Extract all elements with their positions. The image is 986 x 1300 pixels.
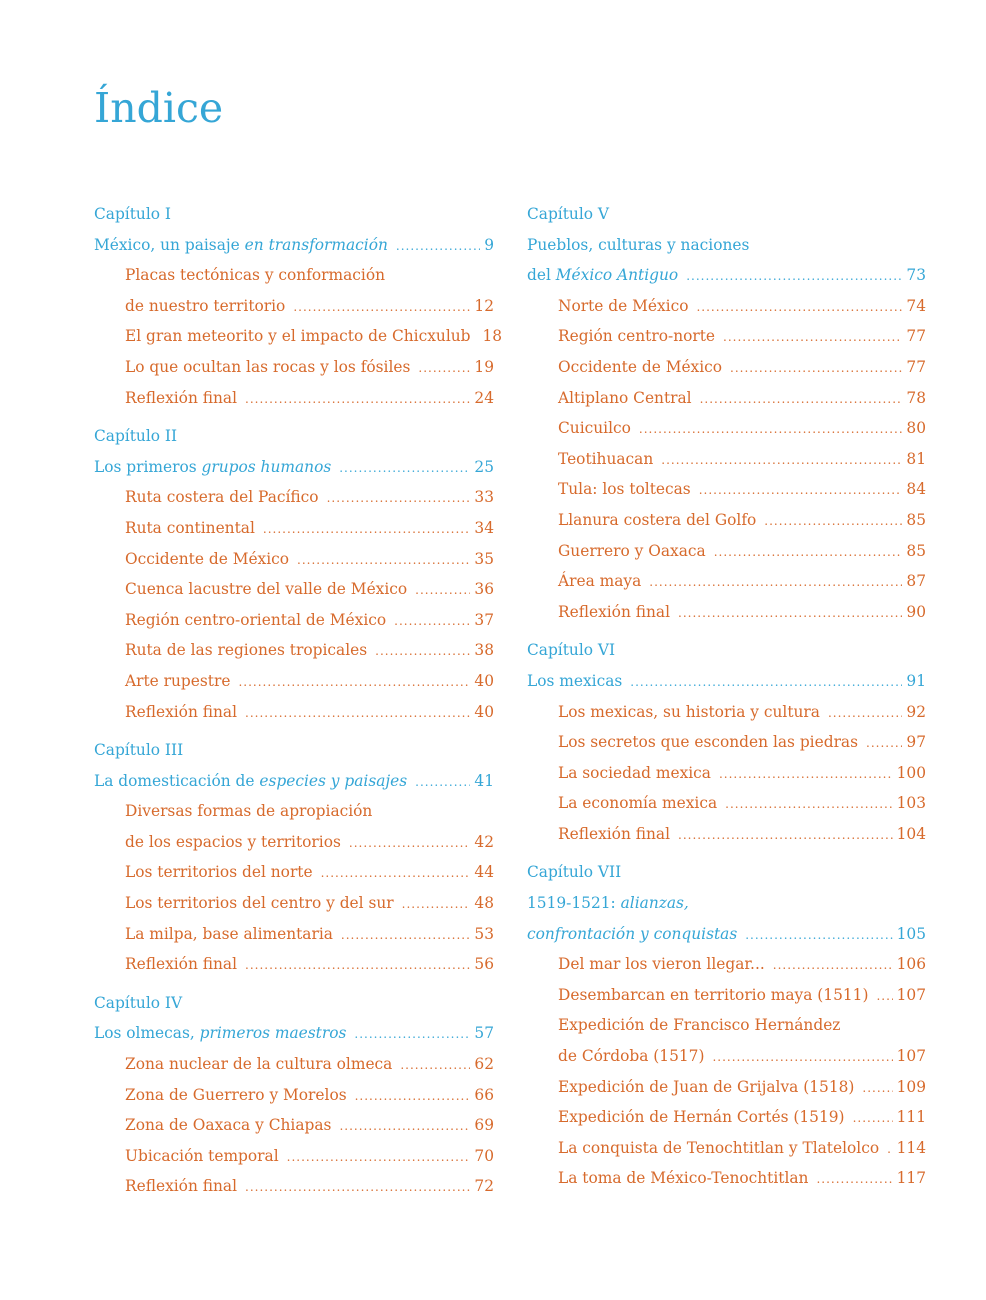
page-number: 62 bbox=[474, 1055, 494, 1074]
entry-text-plain: El gran meteorito y el impacto de Chicxulub bbox=[125, 327, 471, 346]
entry-text-plain: Occidente de México bbox=[558, 357, 723, 376]
toc-entry[interactable] bbox=[94, 260, 494, 291]
toc-entry[interactable] bbox=[527, 505, 926, 536]
page-number: 19 bbox=[474, 357, 494, 376]
chapter-heading bbox=[527, 857, 926, 888]
page-number: 74 bbox=[906, 296, 926, 315]
entry-text bbox=[558, 566, 641, 597]
page-number: 9 bbox=[484, 235, 494, 254]
chapter-title-entry[interactable] bbox=[527, 919, 926, 950]
entry-text-plain: Los mexicas, su historia y cultura bbox=[558, 702, 820, 721]
toc-entry[interactable] bbox=[94, 796, 494, 827]
toc-entry[interactable] bbox=[527, 352, 926, 383]
entry-text bbox=[558, 819, 670, 850]
page-number: 91 bbox=[906, 671, 926, 690]
entry-text-plain: Región centro-norte bbox=[558, 327, 716, 346]
page-number: 18 bbox=[482, 327, 503, 346]
entry-text-plain: Reflexión final bbox=[125, 702, 238, 721]
entry-text bbox=[527, 666, 622, 697]
entry-text bbox=[125, 574, 407, 605]
entry-text-plain: Tula: los toltecas bbox=[558, 480, 691, 499]
page-number: 40 bbox=[474, 671, 494, 690]
entry-text-italic: en transformación bbox=[244, 235, 388, 254]
page-number: 85 bbox=[906, 541, 926, 560]
entry-text-plain: Del mar los vieron llegar... bbox=[558, 955, 765, 974]
chapter-heading bbox=[527, 635, 926, 666]
dot-leader bbox=[661, 445, 902, 476]
chapter-title-entry[interactable] bbox=[94, 1018, 494, 1049]
entry-text-plain: Reflexión final bbox=[125, 1177, 238, 1196]
page-number: 77 bbox=[906, 327, 926, 346]
toc-entry[interactable] bbox=[527, 1072, 926, 1103]
toc-entry[interactable] bbox=[94, 666, 494, 697]
entry-text-plain: Placas tectónicas y conformación bbox=[125, 266, 386, 285]
entry-text bbox=[125, 635, 367, 666]
page-number: 107 bbox=[896, 985, 926, 1004]
entry-text-plain: Región centro-oriental de México bbox=[125, 610, 387, 629]
dot-leader bbox=[293, 292, 470, 323]
chapter-title-entry[interactable] bbox=[527, 230, 926, 261]
entry-text bbox=[125, 1171, 237, 1202]
entry-text-plain: La domesticación de bbox=[94, 771, 260, 790]
entry-text bbox=[125, 888, 394, 919]
entry-text bbox=[558, 1072, 854, 1103]
entry-text-plain: Los primeros bbox=[94, 457, 202, 476]
entry-text-plain: 1519-1521: bbox=[527, 894, 621, 913]
entry-text bbox=[125, 919, 333, 950]
chapter-heading bbox=[527, 199, 926, 230]
page-number: 56 bbox=[474, 955, 494, 974]
entry-text-plain: Zona de Guerrero y Morelos bbox=[125, 1085, 347, 1104]
dot-leader bbox=[297, 545, 470, 576]
dot-leader bbox=[696, 292, 902, 323]
entry-text bbox=[558, 474, 691, 505]
entry-text bbox=[558, 697, 820, 728]
entry-text bbox=[125, 949, 237, 980]
page-number: 107 bbox=[896, 1047, 926, 1066]
entry-text-plain: Zona de Oaxaca y Chiapas bbox=[125, 1116, 332, 1135]
toc-entry[interactable] bbox=[527, 291, 926, 322]
dot-leader bbox=[700, 384, 903, 415]
dot-leader bbox=[287, 1142, 471, 1173]
entry-text-plain: México, un paisaje bbox=[94, 235, 245, 254]
entry-text bbox=[125, 605, 386, 636]
dot-leader bbox=[678, 598, 902, 629]
entry-text bbox=[558, 413, 631, 444]
entry-text bbox=[558, 788, 717, 819]
page-number: 111 bbox=[896, 1108, 926, 1127]
page-number: 103 bbox=[896, 794, 926, 813]
dot-leader bbox=[764, 506, 902, 537]
chapter-heading bbox=[94, 421, 494, 452]
toc-entry[interactable] bbox=[527, 727, 926, 758]
entry-text-plain: Reflexión final bbox=[125, 388, 238, 407]
chapter-title-entry[interactable] bbox=[94, 766, 494, 797]
toc-entry[interactable] bbox=[94, 605, 494, 636]
toc-entry[interactable] bbox=[94, 1141, 494, 1172]
entry-text: Capítulo VI bbox=[527, 641, 616, 660]
page-number: 85 bbox=[906, 510, 926, 529]
entry-text bbox=[94, 452, 331, 483]
page-number: 24 bbox=[474, 388, 494, 407]
toc-entry[interactable] bbox=[94, 383, 494, 414]
entry-text bbox=[125, 544, 289, 575]
entry-text bbox=[125, 321, 471, 352]
entry-text bbox=[125, 827, 341, 858]
entry-text-plain: Arte rupestre bbox=[125, 671, 231, 690]
entry-text bbox=[125, 697, 237, 728]
entry-text-plain: Los mexicas bbox=[527, 671, 623, 690]
toc-entry[interactable] bbox=[94, 635, 494, 666]
entry-text-italic: primeros maestros bbox=[199, 1024, 347, 1043]
entry-text bbox=[558, 949, 765, 980]
page-number: 105 bbox=[896, 924, 926, 943]
dot-leader bbox=[245, 698, 470, 729]
page-number: 44 bbox=[474, 863, 494, 882]
entry-text-italic: grupos humanos bbox=[201, 457, 332, 476]
toc-entry[interactable] bbox=[94, 544, 494, 575]
page-number: 40 bbox=[474, 702, 494, 721]
entry-text bbox=[558, 727, 858, 758]
dot-leader bbox=[245, 950, 470, 981]
dot-leader bbox=[719, 759, 893, 790]
page-number: 87 bbox=[906, 572, 926, 591]
entry-text bbox=[558, 352, 722, 383]
toc-entry[interactable] bbox=[94, 919, 494, 950]
entry-text bbox=[558, 1163, 808, 1194]
entry-text-plain: Altiplano Central bbox=[558, 388, 692, 407]
toc-entry[interactable] bbox=[527, 697, 926, 728]
toc-entry[interactable] bbox=[527, 949, 926, 980]
entry-text bbox=[125, 260, 385, 291]
dot-leader bbox=[375, 636, 470, 667]
entry-text bbox=[558, 321, 715, 352]
dot-leader bbox=[415, 767, 470, 798]
dot-leader bbox=[639, 414, 903, 445]
page-number: 33 bbox=[474, 488, 494, 507]
page-number: 114 bbox=[896, 1138, 926, 1157]
dot-leader bbox=[699, 475, 903, 506]
page-number: 42 bbox=[474, 832, 494, 851]
page-number: 41 bbox=[474, 771, 494, 790]
dot-leader bbox=[400, 1050, 470, 1081]
toc-entry[interactable] bbox=[527, 1041, 926, 1072]
entry-text: Capítulo V bbox=[527, 205, 610, 223]
toc-entry[interactable] bbox=[94, 697, 494, 728]
dot-leader bbox=[866, 728, 902, 759]
dot-leader bbox=[238, 667, 470, 698]
chapter-title-entry[interactable] bbox=[94, 452, 494, 483]
toc-entry[interactable] bbox=[527, 1102, 926, 1133]
entry-text-plain: Reflexión final bbox=[558, 824, 671, 843]
dot-leader bbox=[339, 453, 470, 484]
toc-entry[interactable] bbox=[94, 857, 494, 888]
dot-leader bbox=[678, 820, 893, 851]
page-number: 104 bbox=[896, 824, 926, 843]
dot-leader bbox=[816, 1164, 892, 1195]
entry-text bbox=[94, 230, 388, 261]
entry-text-plain: Desembarcan en territorio maya (1511) bbox=[558, 985, 869, 1004]
dot-leader bbox=[773, 950, 893, 981]
entry-text-plain: La sociedad mexica bbox=[558, 763, 711, 782]
entry-text bbox=[558, 383, 692, 414]
dot-leader bbox=[712, 1042, 892, 1073]
dot-leader bbox=[686, 261, 902, 292]
entry-text-italic: confrontación y conquistas bbox=[527, 924, 738, 943]
entry-text bbox=[94, 1018, 346, 1049]
page-number: 34 bbox=[474, 518, 494, 537]
entry-text bbox=[125, 383, 237, 414]
page-number: 90 bbox=[906, 602, 926, 621]
toc-entry[interactable] bbox=[527, 1133, 926, 1164]
entry-text: Capítulo IV bbox=[94, 993, 183, 1012]
entry-text-plain: Teotihuacan bbox=[558, 449, 654, 468]
entry-text-plain: Pueblos, culturas y naciones bbox=[527, 235, 750, 254]
entry-text bbox=[558, 980, 868, 1011]
dot-leader bbox=[853, 1103, 893, 1134]
page-number: 78 bbox=[906, 388, 926, 407]
chapter-heading bbox=[94, 988, 494, 1019]
dot-leader bbox=[402, 889, 471, 920]
page-number: 84 bbox=[906, 480, 926, 499]
dot-leader bbox=[415, 575, 470, 606]
entry-text-plain: Los territorios del centro y del sur bbox=[125, 894, 394, 913]
entry-text-plain: Norte de México bbox=[558, 296, 689, 315]
entry-text-plain: Cuenca lacustre del valle de México bbox=[125, 580, 408, 599]
chapter-heading bbox=[94, 735, 494, 766]
entry-text bbox=[125, 352, 410, 383]
entry-text-plain: Expedición de Francisco Hernández bbox=[558, 1016, 841, 1035]
entry-text bbox=[527, 260, 678, 291]
entry-text bbox=[558, 1133, 879, 1164]
entry-text-plain: La milpa, base alimentaria bbox=[125, 924, 333, 943]
entry-text-plain: Ruta continental bbox=[125, 518, 255, 537]
page-number: 57 bbox=[474, 1024, 494, 1043]
dot-leader bbox=[630, 667, 902, 698]
dot-leader bbox=[418, 353, 470, 384]
page-number: 97 bbox=[906, 733, 926, 752]
toc-entry[interactable] bbox=[527, 413, 926, 444]
entry-text-plain: de Córdoba (1517) bbox=[558, 1047, 705, 1066]
page-number: 38 bbox=[474, 641, 494, 660]
entry-text bbox=[125, 796, 372, 827]
dot-leader bbox=[745, 920, 892, 951]
entry-text: Capítulo III bbox=[94, 741, 184, 760]
entry-text-plain: Diversas formas de apropiación bbox=[125, 802, 373, 821]
entry-text-plain: Reflexión final bbox=[125, 955, 238, 974]
toc-entry[interactable] bbox=[527, 383, 926, 414]
entry-text-plain: Ubicación temporal bbox=[125, 1146, 279, 1165]
dot-leader bbox=[649, 567, 902, 598]
entry-text bbox=[125, 1049, 392, 1080]
toc-entry[interactable] bbox=[527, 1010, 926, 1041]
entry-text-plain: Guerrero y Oaxaca bbox=[558, 541, 706, 560]
chapter-title-entry[interactable] bbox=[527, 888, 926, 919]
entry-text bbox=[558, 1041, 704, 1072]
page-number: 12 bbox=[474, 296, 494, 315]
entry-text-plain: Los olmecas, bbox=[94, 1024, 200, 1043]
chapter-heading bbox=[94, 199, 494, 230]
entry-text-plain: Cuicuilco bbox=[558, 419, 631, 438]
entry-text bbox=[125, 1141, 279, 1172]
page-number: 72 bbox=[474, 1177, 494, 1196]
entry-text bbox=[125, 291, 285, 322]
dot-leader bbox=[394, 606, 470, 637]
toc-entry[interactable] bbox=[94, 482, 494, 513]
dot-leader bbox=[341, 920, 470, 951]
toc-entry[interactable] bbox=[527, 788, 926, 819]
toc-entry[interactable] bbox=[94, 1110, 494, 1141]
toc-entry[interactable] bbox=[527, 980, 926, 1011]
dot-leader bbox=[862, 1073, 892, 1104]
dot-leader bbox=[327, 483, 471, 514]
entry-text-plain: Área maya bbox=[558, 572, 642, 591]
page-number: 80 bbox=[906, 419, 926, 438]
entry-text-plain: Ruta de las regiones tropicales bbox=[125, 641, 368, 660]
entry-text bbox=[558, 1102, 845, 1133]
dot-leader bbox=[828, 698, 902, 729]
page-number: 37 bbox=[474, 610, 494, 629]
entry-text: Capítulo I bbox=[94, 205, 171, 223]
toc-entry[interactable] bbox=[94, 949, 494, 980]
entry-text-plain: Zona nuclear de la cultura olmeca bbox=[125, 1055, 393, 1074]
entry-text bbox=[125, 1110, 331, 1141]
entry-text-plain: La toma de México-Tenochtitlan bbox=[558, 1169, 809, 1188]
toc-entry[interactable] bbox=[527, 474, 926, 505]
dot-leader bbox=[355, 1081, 471, 1112]
dot-leader bbox=[730, 353, 902, 384]
entry-text-plain: de nuestro territorio bbox=[125, 296, 286, 315]
toc-column-left bbox=[94, 199, 503, 1202]
page-number: 48 bbox=[474, 894, 494, 913]
page-number: 35 bbox=[474, 549, 494, 568]
page-number: 117 bbox=[896, 1169, 926, 1188]
page-number: 81 bbox=[906, 449, 926, 468]
entry-text bbox=[125, 513, 255, 544]
page-number: 69 bbox=[474, 1116, 494, 1135]
entry-text bbox=[527, 888, 689, 919]
entry-text bbox=[558, 536, 706, 567]
entry-text bbox=[125, 857, 313, 888]
entry-text bbox=[558, 597, 670, 628]
dot-leader bbox=[714, 537, 903, 568]
dot-leader bbox=[396, 231, 480, 262]
entry-text bbox=[558, 758, 711, 789]
entry-text bbox=[94, 766, 407, 797]
entry-text-plain: de los espacios y territorios bbox=[125, 832, 341, 851]
entry-text bbox=[527, 919, 737, 950]
dot-leader bbox=[349, 828, 471, 859]
entry-text-plain: Los territorios del norte bbox=[125, 863, 313, 882]
entry-text-plain: Occidente de México bbox=[125, 549, 290, 568]
page-number: 70 bbox=[474, 1146, 494, 1165]
entry-text bbox=[125, 482, 319, 513]
entry-text-plain: Expedición de Hernán Cortés (1519) bbox=[558, 1108, 845, 1127]
dot-leader bbox=[245, 1172, 470, 1203]
toc-entry[interactable] bbox=[94, 1171, 494, 1202]
dot-leader bbox=[245, 384, 470, 415]
toc-entry[interactable] bbox=[94, 321, 503, 352]
entry-text-plain: Expedición de Juan de Grijalva (1518) bbox=[558, 1077, 855, 1096]
entry-text-italic: alianzas, bbox=[620, 894, 689, 913]
page-number: 100 bbox=[896, 763, 926, 782]
entry-text-plain: La economía mexica bbox=[558, 794, 718, 813]
toc-entry[interactable] bbox=[527, 597, 926, 628]
page-number: 73 bbox=[906, 266, 926, 285]
toc-entry[interactable] bbox=[94, 352, 494, 383]
dot-leader bbox=[263, 514, 471, 545]
dot-leader bbox=[887, 1134, 893, 1165]
toc-entry[interactable] bbox=[94, 827, 494, 858]
page-number: 92 bbox=[906, 702, 926, 721]
toc-entry[interactable] bbox=[527, 819, 926, 850]
toc-entry[interactable] bbox=[94, 888, 494, 919]
toc-entry[interactable] bbox=[94, 574, 494, 605]
entry-text-plain: del bbox=[527, 266, 556, 285]
entry-text: Capítulo VII bbox=[527, 863, 622, 882]
toc-entry[interactable] bbox=[94, 513, 494, 544]
toc-entry[interactable] bbox=[94, 291, 494, 322]
entry-text-plain: La conquista de Tenochtitlan y Tlatelolco bbox=[558, 1138, 880, 1157]
page-number: 109 bbox=[896, 1077, 926, 1096]
entry-text bbox=[125, 1080, 347, 1111]
page-number: 66 bbox=[474, 1085, 494, 1104]
toc-column-right bbox=[527, 199, 926, 1194]
toc-entry[interactable] bbox=[527, 1163, 926, 1194]
entry-text-plain: Ruta costera del Pacífico bbox=[125, 488, 319, 507]
page-number: 106 bbox=[896, 955, 926, 974]
dot-leader bbox=[723, 322, 902, 353]
page-number: 53 bbox=[474, 924, 494, 943]
entry-text-plain: Lo que ocultan las rocas y los fósiles bbox=[125, 357, 411, 376]
entry-text bbox=[527, 230, 749, 261]
page-title: Índice bbox=[94, 84, 224, 132]
entry-text-italic: México Antiguo bbox=[555, 266, 679, 285]
entry-text-plain: Los secretos que esconden las piedras bbox=[558, 733, 858, 752]
page-number: 36 bbox=[474, 580, 494, 599]
entry-text bbox=[558, 444, 653, 475]
dot-leader bbox=[725, 789, 892, 820]
chapter-title-entry[interactable] bbox=[527, 666, 926, 697]
chapter-title-entry[interactable] bbox=[527, 260, 926, 291]
chapter-title-entry[interactable] bbox=[94, 230, 494, 261]
toc-entry[interactable] bbox=[527, 566, 926, 597]
dot-leader bbox=[354, 1019, 470, 1050]
toc-entry[interactable] bbox=[527, 758, 926, 789]
toc-entry[interactable] bbox=[527, 536, 926, 567]
entry-text bbox=[558, 291, 688, 322]
entry-text-italic: especies y paisajes bbox=[259, 771, 408, 790]
page-number: 25 bbox=[474, 457, 494, 476]
entry-text: Capítulo II bbox=[94, 427, 178, 446]
entry-text bbox=[125, 666, 230, 697]
toc-entry[interactable] bbox=[527, 444, 926, 475]
entry-text bbox=[558, 1010, 840, 1041]
page-number: 77 bbox=[906, 357, 926, 376]
entry-text bbox=[558, 505, 756, 536]
entry-text-plain: Llanura costera del Golfo bbox=[558, 510, 757, 529]
dot-leader bbox=[339, 1111, 470, 1142]
entry-text-plain: Reflexión final bbox=[558, 602, 671, 621]
dot-leader bbox=[321, 858, 471, 889]
dot-leader bbox=[876, 981, 892, 1012]
toc-entry[interactable] bbox=[94, 1049, 494, 1080]
toc-entry[interactable] bbox=[527, 321, 926, 352]
toc-entry[interactable] bbox=[94, 1080, 494, 1111]
